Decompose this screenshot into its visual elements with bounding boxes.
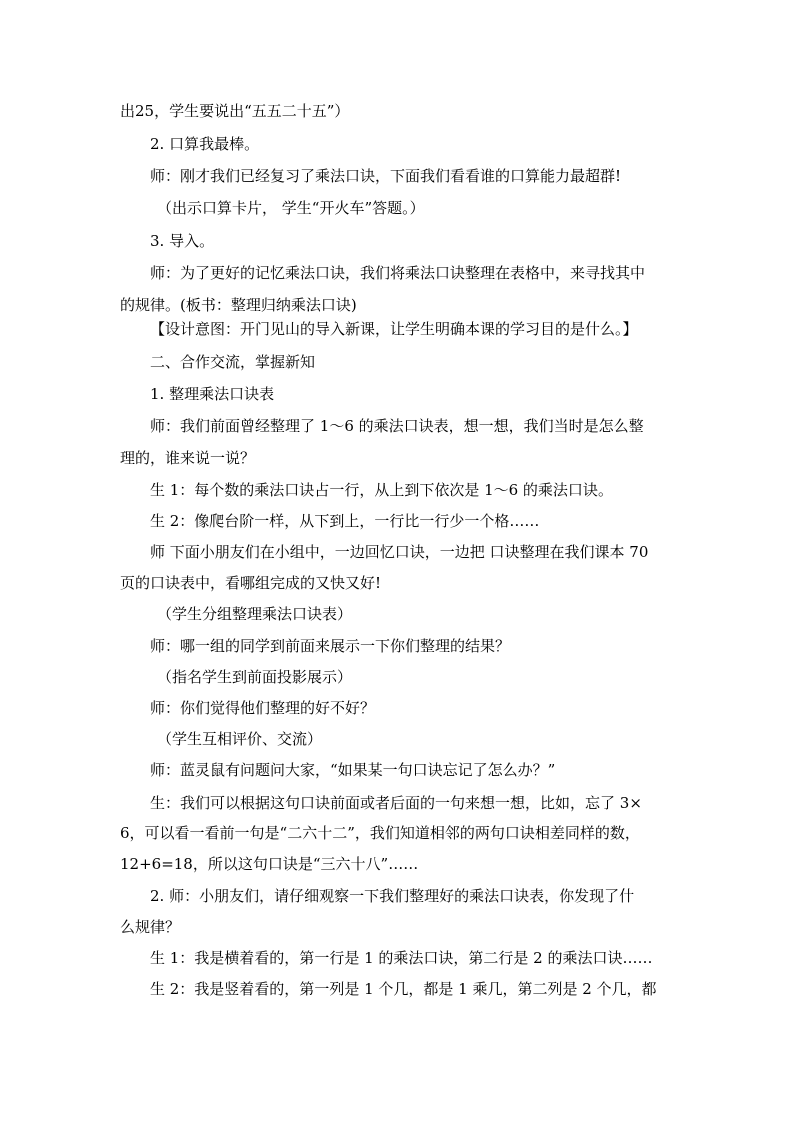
text-line: 出25，学生要说出“五五二十五”） [120,102,350,120]
text-line: 师：为了更好的记忆乘法口诀，我们将乘法口诀整理在表格中，来寻找其中 [150,264,646,282]
text-line: 生 1：我是横着看的，第一行是 1 的乘法口诀，第二行是 2 的乘法口诀…… [150,949,653,967]
text-line: 2. 师：小朋友们，请仔细观察一下我们整理好的乘法口诀表，你发现了什 [150,887,635,905]
text-line: （指名学生到前面投影展示） [157,668,353,686]
text-line: 2. 口算我最棒。 [150,135,260,153]
text-line: 12+6=18，所以这句口诀是“三六十八”…… [120,855,419,873]
design-intent-note: 【设计意图：开门见山的导入新课，让学生明确本课的学习目的是什么。】 [150,320,638,338]
text-line: 师：我们前面曾经整理了 1～6 的乘法口诀表，想一想，我们当时是怎么整 [150,417,644,435]
text-line: 么规律？ [120,918,181,936]
text-line: 生 1：每个数的乘法口诀占一行，从上到下依次是 1～6 的乘法口诀。 [150,481,613,499]
text-line: 生：我们可以根据这句口诀前面或者后面的一句来想一想，比如，忘了 3× [150,794,642,812]
text-line: 生 2：像爬台阶一样，从下到上，一行比一行少一个格…… [150,512,540,530]
text-line: 师：刚才我们已经复习了乘法口诀，下面我们看看谁的口算能力最超群! [150,167,622,185]
text-line: 1. 整理乘法口诀表 [150,385,275,403]
text-line: 师：蓝灵鼠有问题问大家，“如果某一句口诀忘记了怎么办？” [150,761,556,779]
text-line: 理的，谁来说一说？ [120,449,256,467]
text-line: 师 下面小朋友们在小组中，一边回忆口诀，一边把 口诀整理在我们课本 70 [150,543,649,561]
text-line: 6，可以看一看前一句是“二六十二”，我们知道相邻的两句口诀相差同样的数， [120,824,640,842]
text-line: 3. 导入。 [150,232,215,250]
text-line: 师：你们觉得他们整理的好不好？ [150,699,376,717]
text-line: 的规律。(板书：整理归纳乘法口诀) [120,296,357,314]
text-line: 页的口诀表中，看哪组完成的又快又好! [120,574,382,592]
text-line: 师：哪一组的同学到前面来展示一下你们整理的结果？ [150,637,511,655]
text-line: 生 2：我是竖着看的，第一列是 1 个几，都是 1 乘几，第二列是 2 个几，都 [150,980,657,998]
text-line: （学生互相评价、交流） [157,730,323,748]
text-line: （学生分组整理乘法口诀表） [157,605,353,623]
text-line: （出示口算卡片， 学生“开火车”答题。） [157,199,425,217]
section-heading: 二、合作交流，掌握新知 [150,353,316,371]
